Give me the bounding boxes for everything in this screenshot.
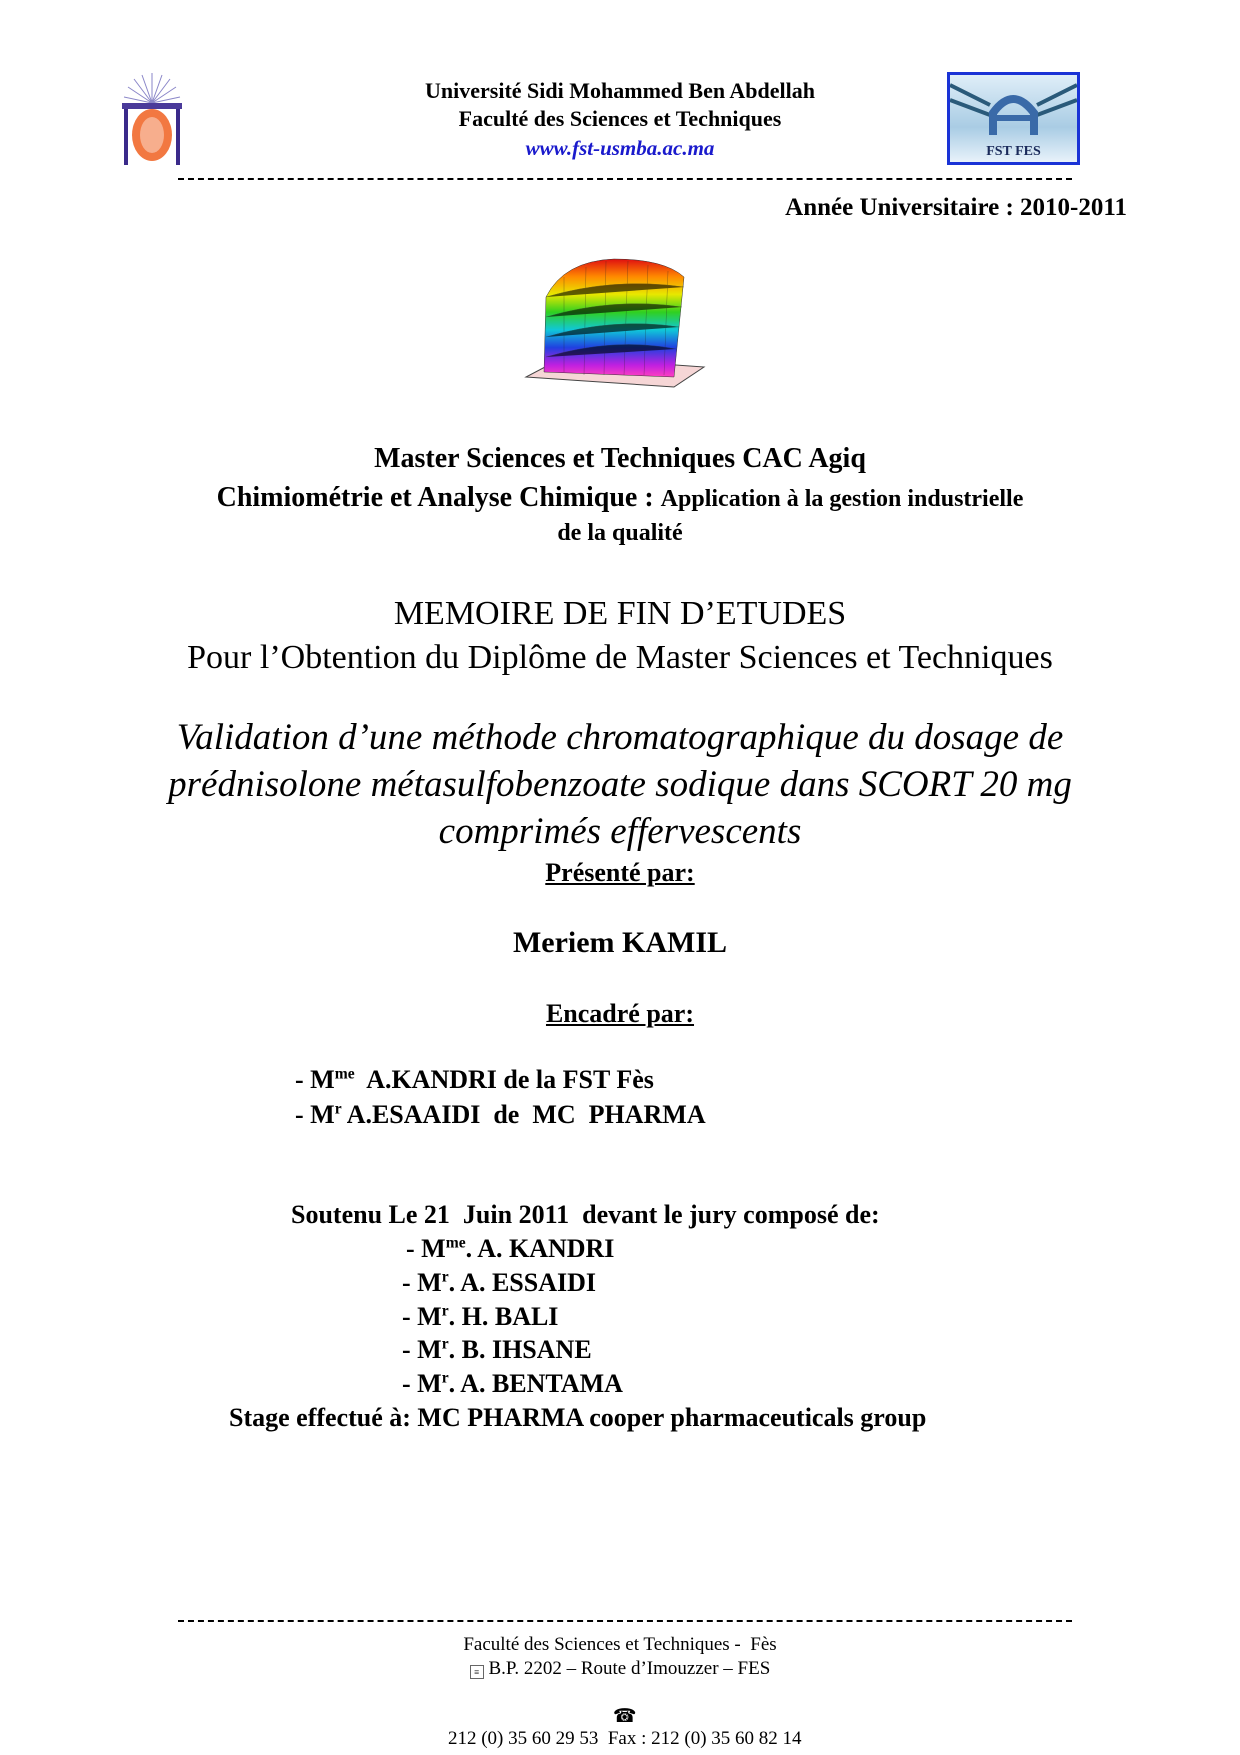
program-specialty-main: Chimiométrie et Analyse Chimique : — [216, 482, 661, 513]
jury-prefix: - M — [402, 1302, 442, 1331]
jury-name: . A. BENTAMA — [448, 1369, 623, 1398]
jury-title-sup: r — [441, 1268, 449, 1286]
footer-phone-text: 212 (0) 35 60 29 53 Fax : 212 (0) 35 60 82 14 — [447, 1728, 802, 1749]
fst-fes-logo — [947, 72, 1080, 165]
supervised-by-label: Encadré par: — [545, 999, 695, 1028]
thesis-title-line-3: comprimés effervescents — [438, 811, 802, 852]
jury-name: . A. KANDRI — [465, 1234, 615, 1263]
jury-prefix: - M — [406, 1234, 446, 1263]
memoire-title: MEMOIRE DE FIN D’ETUDES — [393, 595, 847, 632]
jury-name: . B. IHSANE — [448, 1335, 592, 1364]
faculty-name: Faculté des Sciences et Techniques — [458, 106, 782, 131]
fst-fes-logo-text: FST FES — [986, 144, 1041, 159]
jury-member — [406, 1234, 614, 1264]
footer-address — [0, 1658, 1240, 1680]
program-specialty-cont: de la qualité — [557, 520, 683, 546]
telephone-icon: ☎ — [612, 1706, 637, 1727]
thesis-title-line-1: Validation d’une méthode chromatographique du dosage de — [176, 717, 1064, 758]
academic-year: Année Universitaire : 2010-2011 — [785, 194, 1127, 221]
supervisor-prefix: - M — [295, 1100, 335, 1129]
supervisor-prefix: - M — [295, 1065, 335, 1094]
jury-member — [402, 1369, 623, 1399]
jury-member — [402, 1335, 592, 1365]
supervisor-2 — [295, 1100, 706, 1130]
jury-member — [402, 1302, 558, 1332]
supervisor-title-sup: r — [334, 1100, 342, 1118]
jury-member — [402, 1268, 596, 1298]
author-name: Meriem KAMIL — [512, 926, 728, 959]
program-specialty-rest: Application à la gestion industrielle — [660, 486, 1024, 512]
supervisor-1 — [295, 1065, 654, 1095]
supervisor-name: A.ESAAIDI de MC PHARMA — [341, 1100, 706, 1129]
memoire-subtitle: Pour l’Obtention du Diplôme de Master Sciences et Techniques — [187, 639, 1053, 676]
defense-info: Soutenu Le 21 Juin 2011 devant le jury composé de: — [291, 1200, 880, 1229]
supervisor-name: A.KANDRI de la FST Fès — [354, 1065, 654, 1094]
jury-prefix: - M — [402, 1268, 442, 1297]
footer-address-text: B.P. 2202 – Route d’Imouzzer – FES — [488, 1658, 771, 1679]
supervisor-title-sup: me — [334, 1065, 355, 1083]
surface-plot-image — [524, 257, 721, 403]
jury-name: . H. BALI — [448, 1302, 559, 1331]
university-name: Université Sidi Mohammed Ben Abdellah — [425, 78, 815, 103]
footer-divider — [178, 1620, 1072, 1622]
website-link[interactable]: www.fst-usmba.ac.ma — [525, 136, 715, 160]
jury-prefix: - M — [402, 1335, 442, 1364]
presented-by-label: Présenté par: — [545, 858, 695, 887]
internship-info: Stage effectué à: MC PHARMA cooper pharmaceuticals group — [229, 1403, 927, 1432]
footer-faculty: Faculté des Sciences et Techniques - Fès — [463, 1634, 777, 1655]
header-divider — [178, 178, 1072, 180]
jury-prefix: - M — [402, 1369, 442, 1398]
jury-title-sup: r — [441, 1302, 449, 1320]
program-specialty — [0, 482, 1240, 514]
jury-title-sup: r — [441, 1369, 449, 1387]
jury-name: . A. ESSAIDI — [448, 1268, 597, 1297]
mailbox-icon: ≡ — [470, 1665, 484, 1679]
jury-title-sup: me — [445, 1234, 466, 1252]
footer-phone — [0, 1683, 1240, 1750]
jury-title-sup: r — [441, 1335, 449, 1353]
thesis-title-line-2: prédnisolone métasulfobenzoate sodique dans SCORT 20 mg — [168, 764, 1072, 805]
program-name: Master Sciences et Techniques CAC Agiq — [374, 443, 866, 474]
